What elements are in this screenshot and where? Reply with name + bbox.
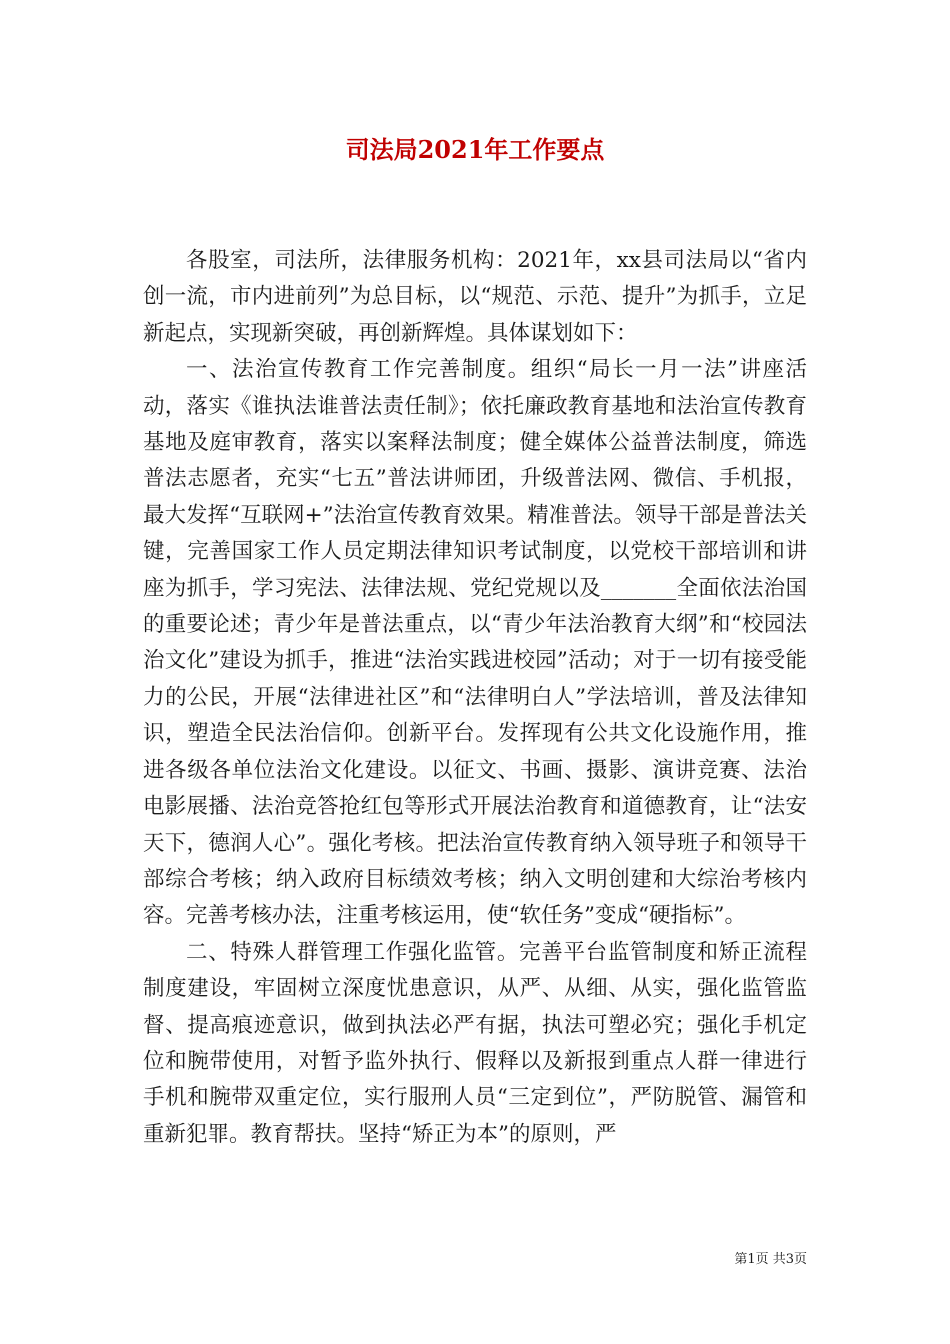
paragraph-section-2: 二、特殊人群管理工作强化监管。完善平台监管制度和矫正流程制度建设，牢固树立深度忧患意识，从严、从细、从实，强化监管监督、提高痕迹意识，做到执法必严有据，执法可塑必究；强化手机定位和腕带使用，对暂予监外执行、假释以及新报到重点人群一律进行手机和腕带双重定位，实行服刑人员“三定到位”，严防脱管、漏管和重新犯罪。教育帮扶。坚持“矫正为本”的原则，严	[143, 939, 807, 1147]
document-title: 司法局2021年工作要点	[345, 135, 605, 164]
paragraph-section-1: 一、法治宣传教育工作完善制度。组织“局长一月一法”讲座活动，落实《谁执法谁普法责任制》；依托廉政教育基地和法治宣传教育基地及庭审教育，落实以案释法制度；健全媒体公益普法制度，筛选普法志愿者，充实“七五”普法讲师团，升级普法网、微信、手机报，最大发挥“互联网+”法治宣传教育效果。精准普法。领导干部是普法关键，完善国家工作人员定期法律知识考试制度，以党校干部培训和讲座为抓手，学习宪法、法律法规、党纪党规以及_______全面依法治国的重要论述；青少年是普法重点，以“青少年法治教育大纲”和“校园法治文化”建设为抓手，推进“法治实践进校园”活动；对于一切有接受能力的公民，开展“法律进社区”和“法律明白人”学法培训，普及法律知识，塑造全民法治信仰。创新平台。发挥现有公共文化设施作用，推进各级各单位法治文化建设。以征文、书画、摄影、演讲竞赛、法治电影展播、法治竞答抢红包等形式开展法治教育和道德教育，让“法安天下，德润人心”。强化考核。把法治宣传教育纳入领导班子和领导干部综合考核；纳入政府目标绩效考核；纳入文明创建和大综治考核内容。完善考核办法，注重考核运用，使“软任务”变成“硬指标”。	[143, 357, 807, 929]
document-body	[143, 243, 807, 1153]
paragraph-intro: 各股室，司法所，法律服务机构：2021年，xx县司法局以“省内创一流，市内进前列”为总目标，以“规范、示范、提升”为抓手，立足新起点，实现新突破，再创新辉煌。具体谋划如下：	[143, 248, 807, 346]
page-footer: 第1页 共3页	[734, 1252, 807, 1267]
